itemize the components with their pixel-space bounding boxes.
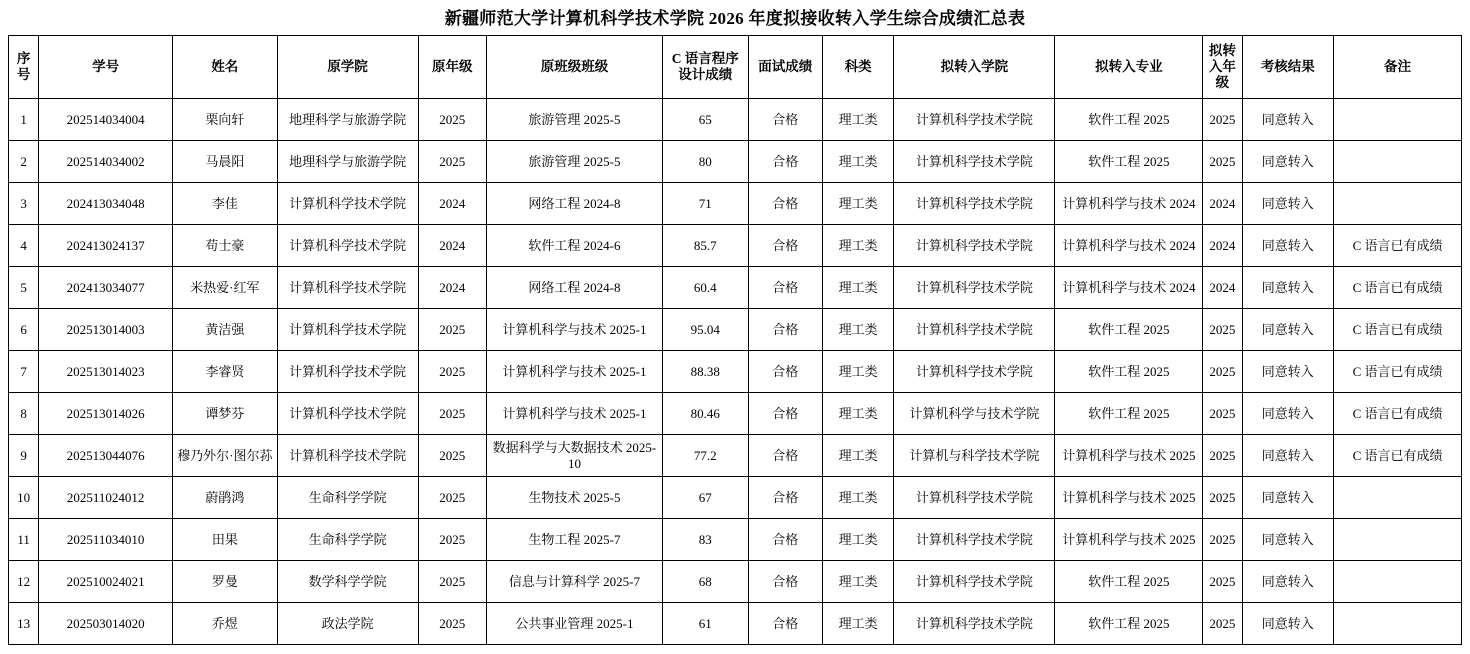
- cell-remark: [1334, 141, 1462, 183]
- cell-seq: 1: [9, 99, 39, 141]
- cell-target-college: 计算机科学技术学院: [894, 99, 1055, 141]
- cell-origin-college: 计算机科学技术学院: [277, 351, 418, 393]
- cell-result: 同意转入: [1242, 351, 1334, 393]
- cell-interview: 合格: [748, 561, 822, 603]
- cell-seq: 10: [9, 477, 39, 519]
- cell-remark: [1334, 477, 1462, 519]
- cell-target-grade: 2025: [1203, 309, 1242, 351]
- cell-seq: 8: [9, 393, 39, 435]
- column-header-seq: 序号: [9, 36, 39, 99]
- cell-origin-grade: 2025: [418, 99, 486, 141]
- cell-remark: [1334, 519, 1462, 561]
- cell-target-college: 计算机科学技术学院: [894, 267, 1055, 309]
- cell-category: 理工类: [822, 561, 893, 603]
- cell-target-major: 软件工程 2025: [1055, 603, 1203, 645]
- cell-remark: [1334, 561, 1462, 603]
- cell-name: 乔煜: [173, 603, 278, 645]
- cell-interview: 合格: [748, 99, 822, 141]
- cell-origin-college: 计算机科学技术学院: [277, 267, 418, 309]
- cell-target-grade: 2025: [1203, 393, 1242, 435]
- table-row: [9, 99, 1462, 141]
- table-row: [9, 519, 1462, 561]
- cell-target-major: 计算机科学与技术 2025: [1055, 477, 1203, 519]
- table-row: [9, 561, 1462, 603]
- cell-c-score: 88.38: [663, 351, 749, 393]
- cell-name: 田果: [173, 519, 278, 561]
- cell-origin-grade: 2024: [418, 267, 486, 309]
- cell-seq: 7: [9, 351, 39, 393]
- table-row: [9, 267, 1462, 309]
- cell-origin-class: 软件工程 2024-6: [486, 225, 662, 267]
- cell-target-grade: 2025: [1203, 477, 1242, 519]
- cell-target-major: 计算机科学与技术 2025: [1055, 435, 1203, 477]
- cell-c-score: 61: [663, 603, 749, 645]
- cell-target-college: 计算机科学技术学院: [894, 225, 1055, 267]
- cell-interview: 合格: [748, 141, 822, 183]
- cell-origin-class: 信息与计算科学 2025-7: [486, 561, 662, 603]
- cell-result: 同意转入: [1242, 99, 1334, 141]
- column-header-origin-college: 原学院: [277, 36, 418, 99]
- cell-origin-class: 网络工程 2024-8: [486, 267, 662, 309]
- cell-origin-grade: 2025: [418, 309, 486, 351]
- cell-name: 李睿贤: [173, 351, 278, 393]
- column-header-origin-class: 原班级班级: [486, 36, 662, 99]
- cell-interview: 合格: [748, 183, 822, 225]
- cell-target-major: 计算机科学与技术 2025: [1055, 519, 1203, 561]
- table-row: [9, 141, 1462, 183]
- cell-category: 理工类: [822, 519, 893, 561]
- cell-c-score: 77.2: [663, 435, 749, 477]
- cell-target-grade: 2025: [1203, 603, 1242, 645]
- table-row: [9, 183, 1462, 225]
- column-header-c-score: C 语言程序设计成绩: [663, 36, 749, 99]
- table-row: [9, 603, 1462, 645]
- cell-origin-grade: 2025: [418, 477, 486, 519]
- cell-result: 同意转入: [1242, 309, 1334, 351]
- cell-interview: 合格: [748, 393, 822, 435]
- cell-result: 同意转入: [1242, 435, 1334, 477]
- cell-origin-class: 生物工程 2025-7: [486, 519, 662, 561]
- summary-table: [8, 35, 1462, 645]
- cell-category: 理工类: [822, 267, 893, 309]
- cell-origin-class: 旅游管理 2025-5: [486, 99, 662, 141]
- column-header-origin-grade: 原年级: [418, 36, 486, 99]
- cell-category: 理工类: [822, 435, 893, 477]
- cell-remark: [1334, 99, 1462, 141]
- cell-origin-grade: 2025: [418, 561, 486, 603]
- cell-name: 马晨阳: [173, 141, 278, 183]
- cell-origin-class: 计算机科学与技术 2025-1: [486, 351, 662, 393]
- cell-result: 同意转入: [1242, 267, 1334, 309]
- cell-result: 同意转入: [1242, 561, 1334, 603]
- cell-remark: C 语言已有成绩: [1334, 351, 1462, 393]
- cell-c-score: 95.04: [663, 309, 749, 351]
- cell-c-score: 80.46: [663, 393, 749, 435]
- cell-name: 李佳: [173, 183, 278, 225]
- cell-target-major: 软件工程 2025: [1055, 351, 1203, 393]
- cell-seq: 9: [9, 435, 39, 477]
- cell-target-college: 计算机科学技术学院: [894, 519, 1055, 561]
- cell-result: 同意转入: [1242, 225, 1334, 267]
- cell-interview: 合格: [748, 603, 822, 645]
- cell-target-major: 软件工程 2025: [1055, 561, 1203, 603]
- cell-origin-grade: 2025: [418, 519, 486, 561]
- cell-name: 黄洁强: [173, 309, 278, 351]
- cell-c-score: 68: [663, 561, 749, 603]
- table-row: [9, 225, 1462, 267]
- table-row: [9, 309, 1462, 351]
- cell-result: 同意转入: [1242, 393, 1334, 435]
- cell-name: 米热爱·红军: [173, 267, 278, 309]
- cell-origin-grade: 2024: [418, 183, 486, 225]
- cell-c-score: 65: [663, 99, 749, 141]
- cell-origin-grade: 2025: [418, 141, 486, 183]
- cell-target-college: 计算机科学技术学院: [894, 477, 1055, 519]
- cell-origin-grade: 2024: [418, 225, 486, 267]
- cell-c-score: 67: [663, 477, 749, 519]
- cell-target-grade: 2024: [1203, 267, 1242, 309]
- cell-student-id: 202513044076: [39, 435, 173, 477]
- table-row: [9, 351, 1462, 393]
- cell-name: 穆乃外尔·图尔荪: [173, 435, 278, 477]
- cell-target-grade: 2025: [1203, 519, 1242, 561]
- cell-target-major: 软件工程 2025: [1055, 393, 1203, 435]
- cell-seq: 13: [9, 603, 39, 645]
- cell-target-major: 软件工程 2025: [1055, 99, 1203, 141]
- cell-category: 理工类: [822, 393, 893, 435]
- cell-target-major: 软件工程 2025: [1055, 141, 1203, 183]
- cell-seq: 4: [9, 225, 39, 267]
- cell-name: 谭梦芬: [173, 393, 278, 435]
- cell-target-college: 计算机科学技术学院: [894, 141, 1055, 183]
- cell-category: 理工类: [822, 309, 893, 351]
- cell-target-college: 计算机科学技术学院: [894, 309, 1055, 351]
- column-header-remark: 备注: [1334, 36, 1462, 99]
- cell-target-grade: 2025: [1203, 141, 1242, 183]
- cell-remark: C 语言已有成绩: [1334, 267, 1462, 309]
- cell-remark: [1334, 603, 1462, 645]
- cell-name: 栗向轩: [173, 99, 278, 141]
- cell-target-grade: 2025: [1203, 99, 1242, 141]
- column-header-target-grade: 拟转入年级: [1203, 36, 1242, 99]
- cell-origin-class: 计算机科学与技术 2025-1: [486, 393, 662, 435]
- cell-target-college: 计算机科学技术学院: [894, 351, 1055, 393]
- table-row: [9, 477, 1462, 519]
- page-title: 新疆师范大学计算机科学技术学院 2026 年度拟接收转入学生综合成绩汇总表: [444, 9, 1026, 28]
- cell-category: 理工类: [822, 99, 893, 141]
- cell-target-major: 计算机科学与技术 2024: [1055, 183, 1203, 225]
- column-header-student-id: 学号: [39, 36, 173, 99]
- cell-target-grade: 2024: [1203, 183, 1242, 225]
- cell-origin-class: 网络工程 2024-8: [486, 183, 662, 225]
- cell-c-score: 85.7: [663, 225, 749, 267]
- cell-remark: [1334, 183, 1462, 225]
- column-header-target-major: 拟转入专业: [1055, 36, 1203, 99]
- cell-target-grade: 2025: [1203, 351, 1242, 393]
- cell-remark: C 语言已有成绩: [1334, 435, 1462, 477]
- cell-student-id: 202511034010: [39, 519, 173, 561]
- cell-student-id: 202503014020: [39, 603, 173, 645]
- cell-student-id: 202510024021: [39, 561, 173, 603]
- cell-student-id: 202513014023: [39, 351, 173, 393]
- cell-origin-college: 生命科学学院: [277, 477, 418, 519]
- cell-origin-college: 政法学院: [277, 603, 418, 645]
- cell-category: 理工类: [822, 603, 893, 645]
- cell-result: 同意转入: [1242, 603, 1334, 645]
- cell-origin-college: 计算机科学技术学院: [277, 393, 418, 435]
- cell-origin-grade: 2025: [418, 351, 486, 393]
- cell-origin-college: 生命科学学院: [277, 519, 418, 561]
- cell-origin-class: 旅游管理 2025-5: [486, 141, 662, 183]
- cell-c-score: 80: [663, 141, 749, 183]
- cell-category: 理工类: [822, 225, 893, 267]
- cell-seq: 6: [9, 309, 39, 351]
- cell-student-id: 202513014003: [39, 309, 173, 351]
- cell-c-score: 60.4: [663, 267, 749, 309]
- column-header-category: 科类: [822, 36, 893, 99]
- cell-interview: 合格: [748, 477, 822, 519]
- cell-target-grade: 2025: [1203, 561, 1242, 603]
- cell-origin-class: 公共事业管理 2025-1: [486, 603, 662, 645]
- cell-result: 同意转入: [1242, 477, 1334, 519]
- cell-origin-college: 计算机科学技术学院: [277, 225, 418, 267]
- cell-result: 同意转入: [1242, 183, 1334, 225]
- cell-origin-class: 生物技术 2025-5: [486, 477, 662, 519]
- cell-student-id: 202513014026: [39, 393, 173, 435]
- cell-target-college: 计算机科学技术学院: [894, 603, 1055, 645]
- cell-category: 理工类: [822, 477, 893, 519]
- cell-result: 同意转入: [1242, 519, 1334, 561]
- cell-c-score: 71: [663, 183, 749, 225]
- cell-target-college: 计算机科学与技术学院: [894, 393, 1055, 435]
- cell-name: 蔚鹃鸿: [173, 477, 278, 519]
- cell-target-grade: 2025: [1203, 435, 1242, 477]
- cell-seq: 11: [9, 519, 39, 561]
- cell-student-id: 202413034048: [39, 183, 173, 225]
- cell-interview: 合格: [748, 225, 822, 267]
- cell-student-id: 202514034004: [39, 99, 173, 141]
- cell-seq: 3: [9, 183, 39, 225]
- cell-student-id: 202514034002: [39, 141, 173, 183]
- cell-origin-college: 地理科学与旅游学院: [277, 99, 418, 141]
- cell-origin-college: 计算机科学技术学院: [277, 435, 418, 477]
- cell-interview: 合格: [748, 309, 822, 351]
- cell-interview: 合格: [748, 435, 822, 477]
- cell-remark: C 语言已有成绩: [1334, 225, 1462, 267]
- column-header-result: 考核结果: [1242, 36, 1334, 99]
- cell-category: 理工类: [822, 183, 893, 225]
- cell-origin-grade: 2025: [418, 603, 486, 645]
- cell-remark: C 语言已有成绩: [1334, 309, 1462, 351]
- cell-origin-college: 计算机科学技术学院: [277, 309, 418, 351]
- cell-interview: 合格: [748, 267, 822, 309]
- cell-name: 罗曼: [173, 561, 278, 603]
- column-header-target-college: 拟转入学院: [894, 36, 1055, 99]
- table-row: [9, 435, 1462, 477]
- cell-seq: 12: [9, 561, 39, 603]
- cell-target-grade: 2024: [1203, 225, 1242, 267]
- table-header-row: [9, 36, 1462, 99]
- cell-seq: 5: [9, 267, 39, 309]
- column-header-interview-score: 面试成绩: [748, 36, 822, 99]
- cell-origin-college: 地理科学与旅游学院: [277, 141, 418, 183]
- cell-student-id: 202413034077: [39, 267, 173, 309]
- cell-student-id: 202413024137: [39, 225, 173, 267]
- cell-interview: 合格: [748, 519, 822, 561]
- cell-result: 同意转入: [1242, 141, 1334, 183]
- cell-student-id: 202511024012: [39, 477, 173, 519]
- cell-origin-college: 计算机科学技术学院: [277, 183, 418, 225]
- table-row: [9, 393, 1462, 435]
- column-header-name: 姓名: [173, 36, 278, 99]
- cell-origin-college: 数学科学学院: [277, 561, 418, 603]
- cell-category: 理工类: [822, 351, 893, 393]
- cell-target-major: 软件工程 2025: [1055, 309, 1203, 351]
- cell-origin-class: 数据科学与大数据技术 2025-10: [486, 435, 662, 477]
- cell-origin-grade: 2025: [418, 435, 486, 477]
- cell-origin-class: 计算机科学与技术 2025-1: [486, 309, 662, 351]
- cell-remark: C 语言已有成绩: [1334, 393, 1462, 435]
- cell-origin-grade: 2025: [418, 393, 486, 435]
- cell-target-college: 计算机与科学技术学院: [894, 435, 1055, 477]
- cell-c-score: 83: [663, 519, 749, 561]
- cell-target-college: 计算机科学技术学院: [894, 561, 1055, 603]
- cell-category: 理工类: [822, 141, 893, 183]
- cell-name: 苟士豪: [173, 225, 278, 267]
- cell-interview: 合格: [748, 351, 822, 393]
- cell-target-college: 计算机科学技术学院: [894, 183, 1055, 225]
- cell-target-major: 计算机科学与技术 2024: [1055, 267, 1203, 309]
- cell-seq: 2: [9, 141, 39, 183]
- cell-target-major: 计算机科学与技术 2024: [1055, 225, 1203, 267]
